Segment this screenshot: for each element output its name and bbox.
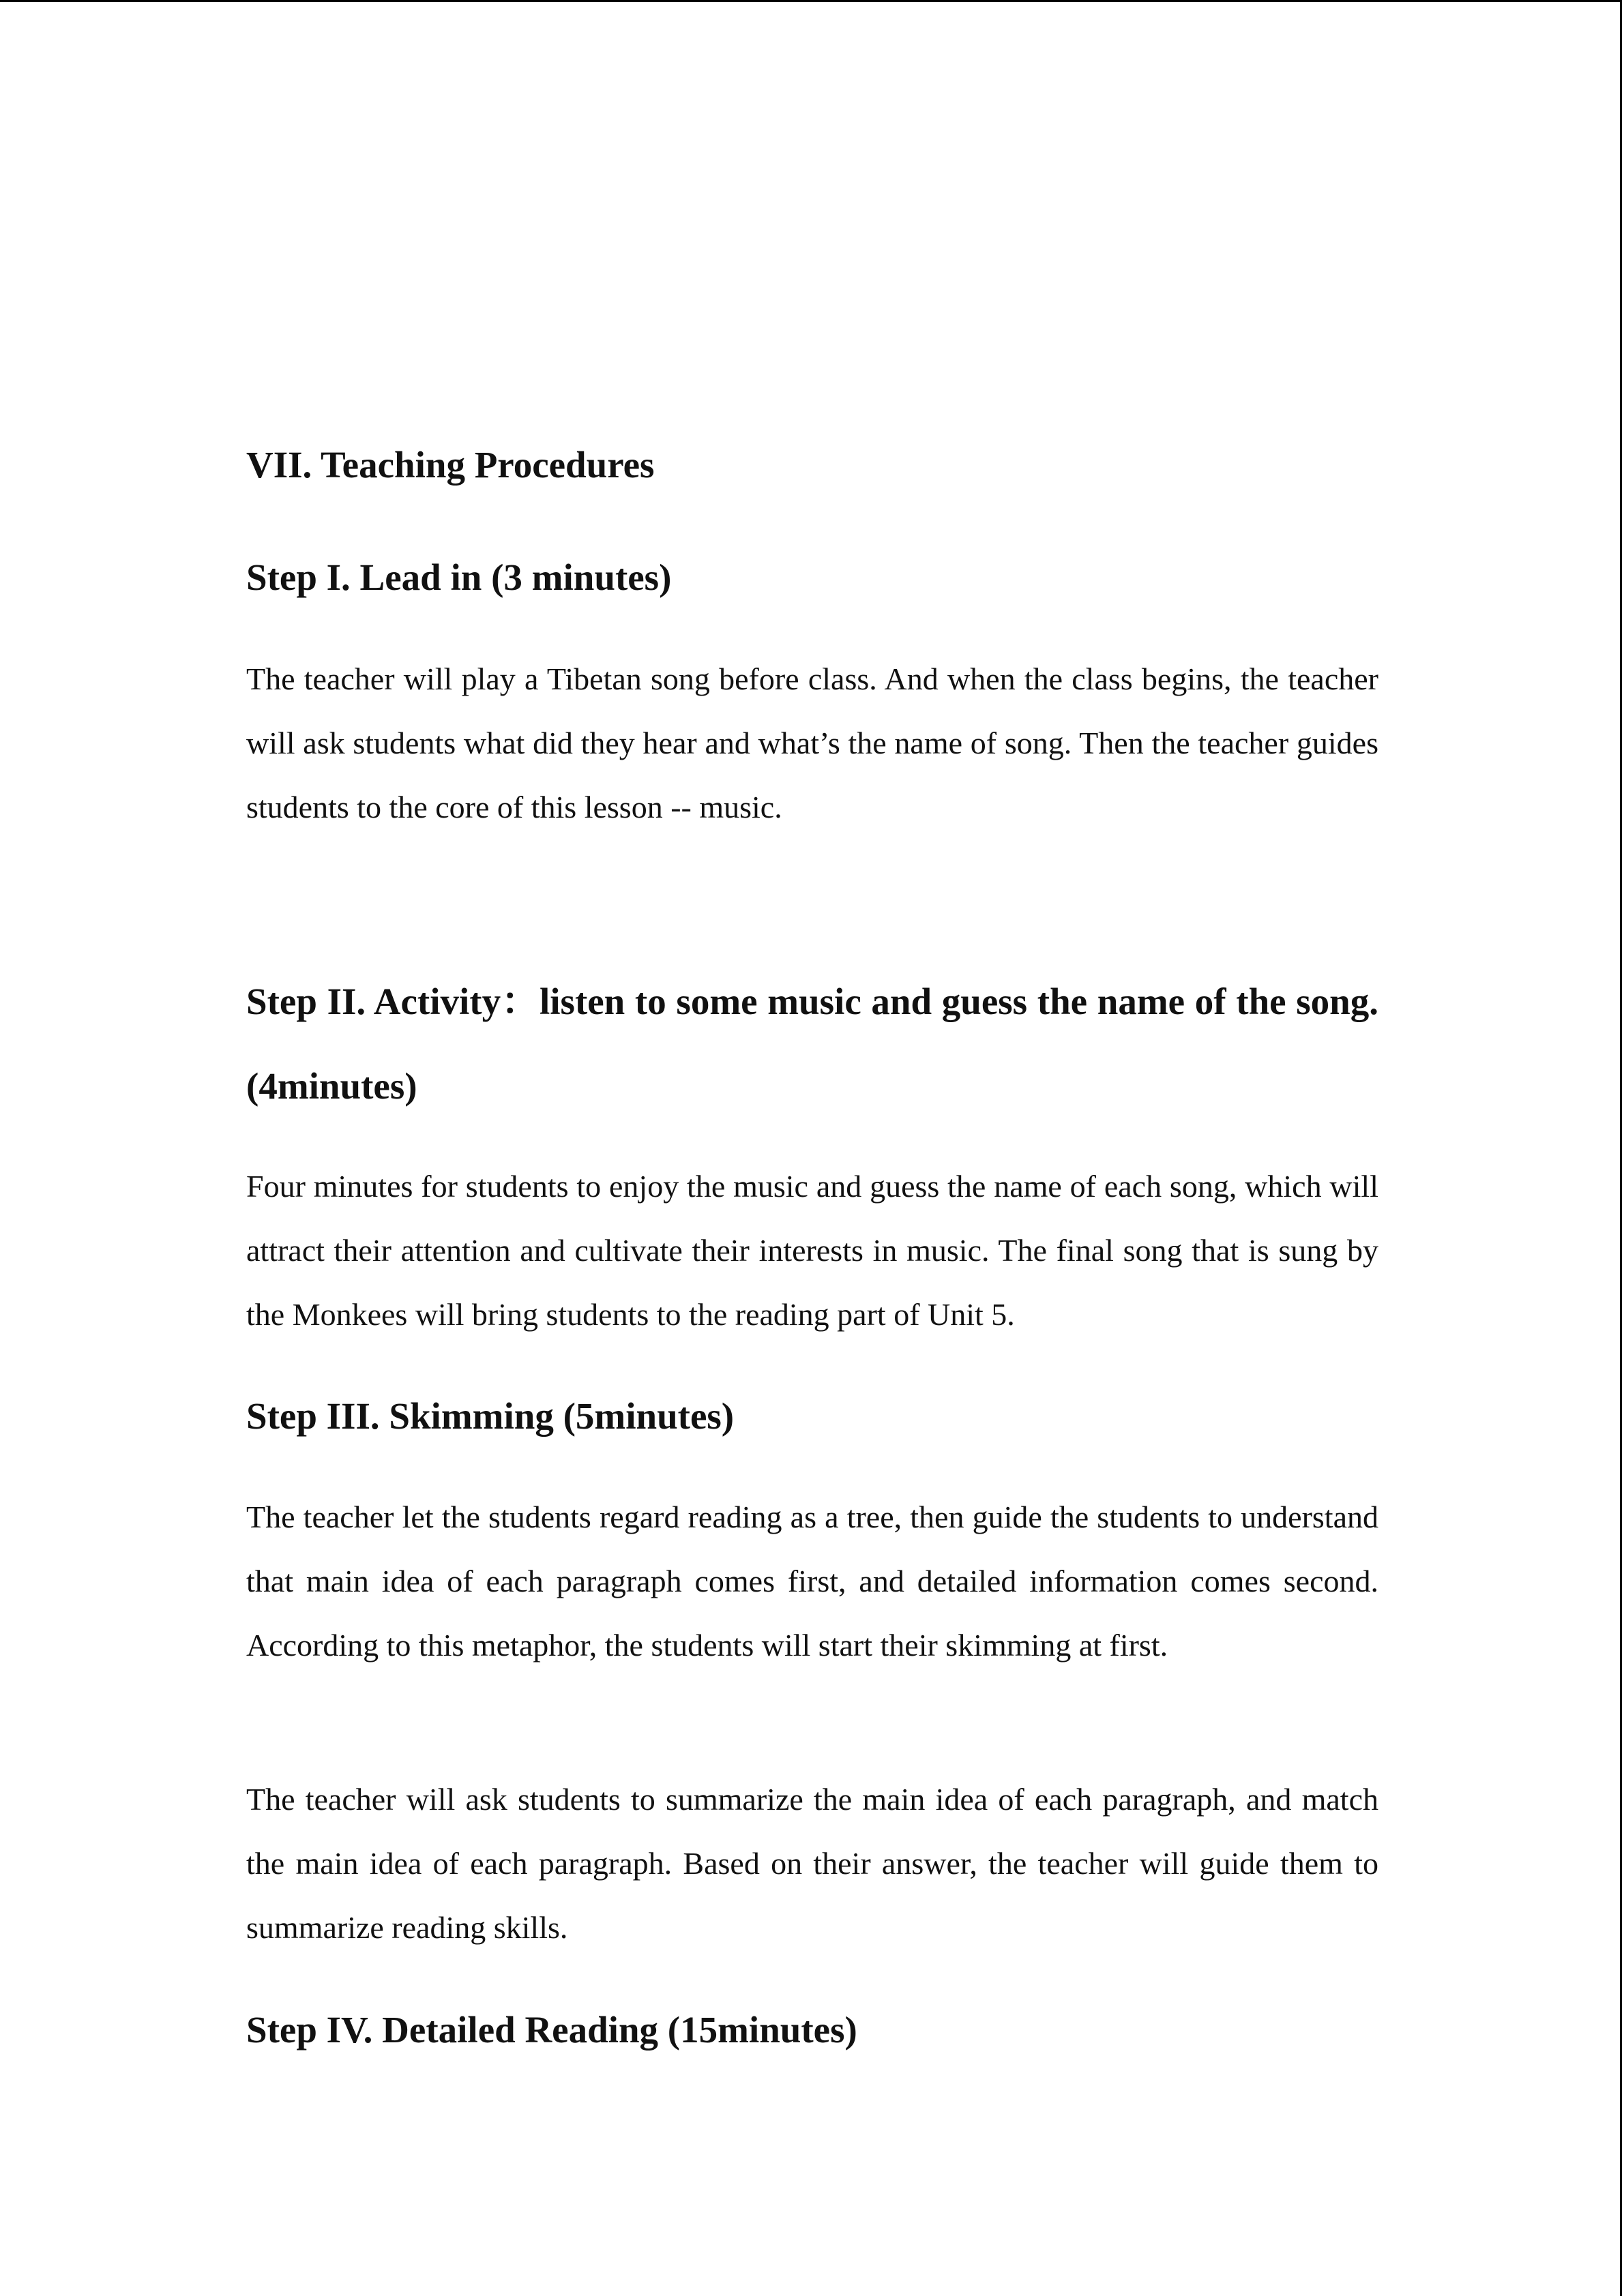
step-2-title: Step II. Activity：listen to some music and guess the name of the song. (4minutes) xyxy=(246,981,1378,1107)
step-2-paragraph-1: Four minutes for students to enjoy the music and guess the name of each song, which will attract their attention and cultivate their interests in music. The final song that is sung by the Monkees will bring students to the reading part of Unit 5. xyxy=(246,1169,1378,1332)
step-4-title: Step IV. Detailed Reading (15minutes) xyxy=(246,2009,857,2051)
step-3-paragraph-1: The teacher let the students regard reading as a tree, then guide the students to understand that main idea of each paragraph comes first, and detailed information comes second. According to this metaphor, the students will start their skimming at first. xyxy=(246,1500,1378,1663)
step-1-paragraph-1: The teacher will play a Tibetan song before class. And when the class begins, the teacher will ask students what did they hear and what’s the name of song. Then the teacher guides students to the core of this lesson -- music. xyxy=(246,661,1378,824)
step-1-title: Step I. Lead in (3 minutes) xyxy=(246,556,672,598)
section-title: VII. Teaching Procedures xyxy=(246,444,655,486)
step-3-paragraph-2: The teacher will ask students to summarize the main idea of each paragraph, and match the main idea of each paragraph. Based on their answer, the teacher will guide them to summarize reading skills. xyxy=(246,1782,1378,1945)
step-3-title: Step III. Skimming (5minutes) xyxy=(246,1395,735,1437)
